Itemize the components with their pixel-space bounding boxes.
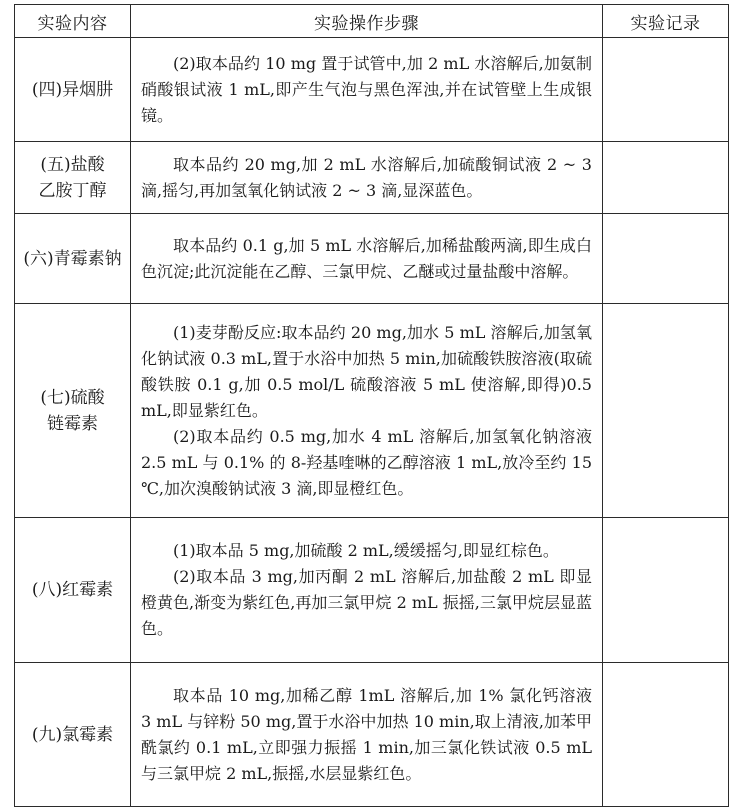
- experiment-name-text: (六)青霉素钠: [23, 248, 122, 269]
- experiment-record[interactable]: [603, 518, 729, 663]
- table-row: [15, 142, 729, 214]
- experiment-name-text: (七)硫酸链霉素: [40, 387, 105, 434]
- table-row: [15, 663, 729, 807]
- step-paragraph: (1)取本品 5 mg,加硫酸 2 mL,缓缓摇匀,即显红棕色。: [173, 541, 559, 560]
- step-paragraph: (2)取本品约 0.5 mg,加水 4 mL 溶解后,加氢氧化钠溶液 2.5 mL 与 0.1% 的 8-羟基喹啉的乙醇溶液 1 mL,放冷至约 15 ℃,加次溴酸钠试液 3 滴,即显橙红色。: [141, 426, 592, 498]
- table-row: [15, 518, 729, 663]
- step-paragraph: (2)取本品约 10 mg 置于试管中,加 2 mL 水溶解后,加氨制硝酸银试液 1 mL,即产生气泡与黑色浑浊,并在试管壁上生成银镜。: [141, 53, 592, 125]
- header-row: [15, 5, 729, 38]
- experiment-name-text: (五)盐酸乙胺丁醇: [38, 154, 107, 201]
- experiment-name: [15, 518, 131, 663]
- experiment-name: [15, 142, 131, 214]
- experiment-name-text: (九)氯霉素: [31, 724, 114, 745]
- experiment-steps: [131, 663, 603, 807]
- experiment-name: [15, 38, 131, 142]
- experiment-steps: [131, 38, 603, 142]
- table-row: [15, 38, 729, 142]
- experiment-name: [15, 304, 131, 518]
- experiment-name-text: (八)红霉素: [31, 580, 114, 600]
- experiment-record[interactable]: [603, 214, 729, 304]
- experiment-steps: [131, 142, 603, 214]
- experiment-steps: [131, 518, 603, 663]
- table-row: [15, 304, 729, 518]
- step-paragraph: 取本品约 0.1 g,加 5 mL 水溶解后,加稀盐酸两滴,即生成白色沉淀;此沉淀能在乙醇、三氯甲烷、乙醚或过量盐酸中溶解。: [141, 235, 592, 281]
- table-body: [15, 38, 729, 807]
- step-paragraph: (1)麦芽酚反应:取本品约 20 mg,加水 5 mL 溶解后,加氢氧化钠试液 0.3 mL,置于水浴中加热 5 min,加硫酸铁胺溶液(取硫酸铁胺 0.1 g,加 0.5 mol/L 硫酸溶液 5 mL 使溶解,即得)0.5 mL,即显紫红色。: [141, 322, 592, 420]
- step-paragraph: (2)取本品 3 mg,加丙酮 2 mL 溶解后,加盐酸 2 mL 即显橙黄色,渐变为紫红色,再加三氯甲烷 2 mL 振摇,三氯甲烷层显蓝色。: [141, 567, 592, 638]
- header-steps: 实验操作步骤: [131, 5, 603, 38]
- header-content: 实验内容: [15, 5, 131, 38]
- step-paragraph: 取本品约 20 mg,加 2 mL 水溶解后,加硫酸铜试液 2 ~ 3 滴,摇匀,再加氢氧化钠试液 2 ~ 3 滴,显深蓝色。: [141, 154, 592, 200]
- experiment-steps: [131, 304, 603, 518]
- experiment-name-text: (四)异烟肼: [31, 79, 114, 100]
- experiment-table: [14, 4, 729, 807]
- experiment-record[interactable]: [603, 142, 729, 214]
- experiment-steps: [131, 214, 603, 304]
- experiment-record[interactable]: [603, 304, 729, 518]
- experiment-record[interactable]: [603, 38, 729, 142]
- table-row: [15, 214, 729, 304]
- step-paragraph: 取本品 10 mg,加稀乙醇 1mL 溶解后,加 1% 氯化钙溶液 3 mL 与锌粉 50 mg,置于水浴中加热 10 min,取上清液,加苯甲酰氯约 0.1 mL,立即强力振摇 1 min,加三氯化铁试液 0.5 mL 与三氯甲烷 2 mL,振摇,水层显紫红色。: [141, 685, 592, 783]
- header-record: 实验记录: [603, 5, 729, 38]
- experiment-name: [15, 214, 131, 304]
- experiment-record[interactable]: [603, 663, 729, 807]
- experiment-name: [15, 663, 131, 807]
